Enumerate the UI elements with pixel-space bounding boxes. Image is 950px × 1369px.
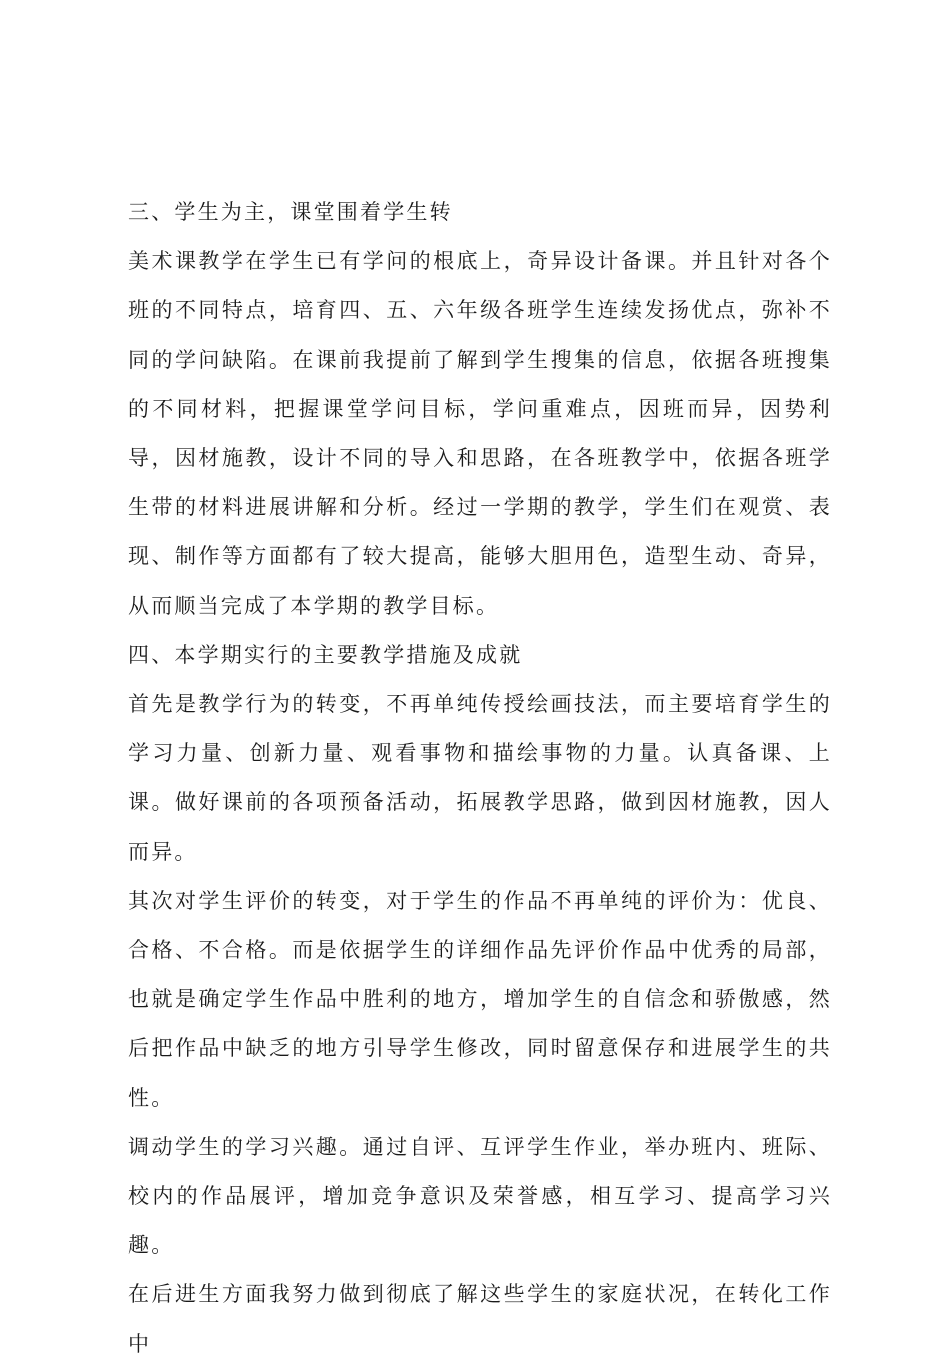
paragraph-student-evaluation: 其次对学生评价的转变，对于学生的作品不再单纯的评价为：优良、合格、不合格。而是依据学生的详细作品先评价作品中优秀的局部，也就是确定学生作品中胜利的地方，增加学生的自信念和骄傲感，然后把作品中缺乏的地方引导学生修改，同时留意保存和进展学生的共性。: [128, 888, 832, 1110]
paragraph-learning-interest: 调动学生的学习兴趣。通过自评、互评学生作业，举办班内、班际、校内的作品展评，增加竞争意识及荣誉感，相互学习、提高学习兴趣。: [128, 1134, 832, 1258]
section-heading-3: 三、学生为主，课堂围着学生转: [128, 200, 453, 224]
paragraph-art-lesson-prep: 美术课教学在学生已有学问的根底上，奇异设计备课。并且针对各个班的不同特点，培育四、五、六年级各班学生连续发扬优点，弥补不同的学问缺陷。在课前我提前了解到学生搜集的信息，依据各班搜集的不同材料，把握课堂学问目标，学问重难点，因班而异，因势利导，因材施教，设计不同的导入和思路，在各班教学中，依据各班学生带的材料进展讲解和分析。经过一学期的教学，学生们在观赏、表现、制作等方面都有了较大提高，能够大胆用色，造型生动、奇异，从而顺当完成了本学期的教学目标。: [128, 249, 832, 618]
paragraph-teaching-behavior: 首先是教学行为的转变，不再单纯传授绘画技法，而主要培育学生的学习力量、创新力量、观看事物和描绘事物的力量。认真备课、上课。做好课前的各项预备活动，拓展教学思路，做到因材施教，因人而异。: [128, 692, 832, 864]
document-body: [128, 188, 832, 1369]
paragraph-struggling-students: 在后进生方面我努力做到彻底了解这些学生的家庭状况，在转化工作中: [128, 1282, 832, 1356]
section-heading-4: 四、本学期实行的主要教学措施及成就: [128, 642, 523, 667]
